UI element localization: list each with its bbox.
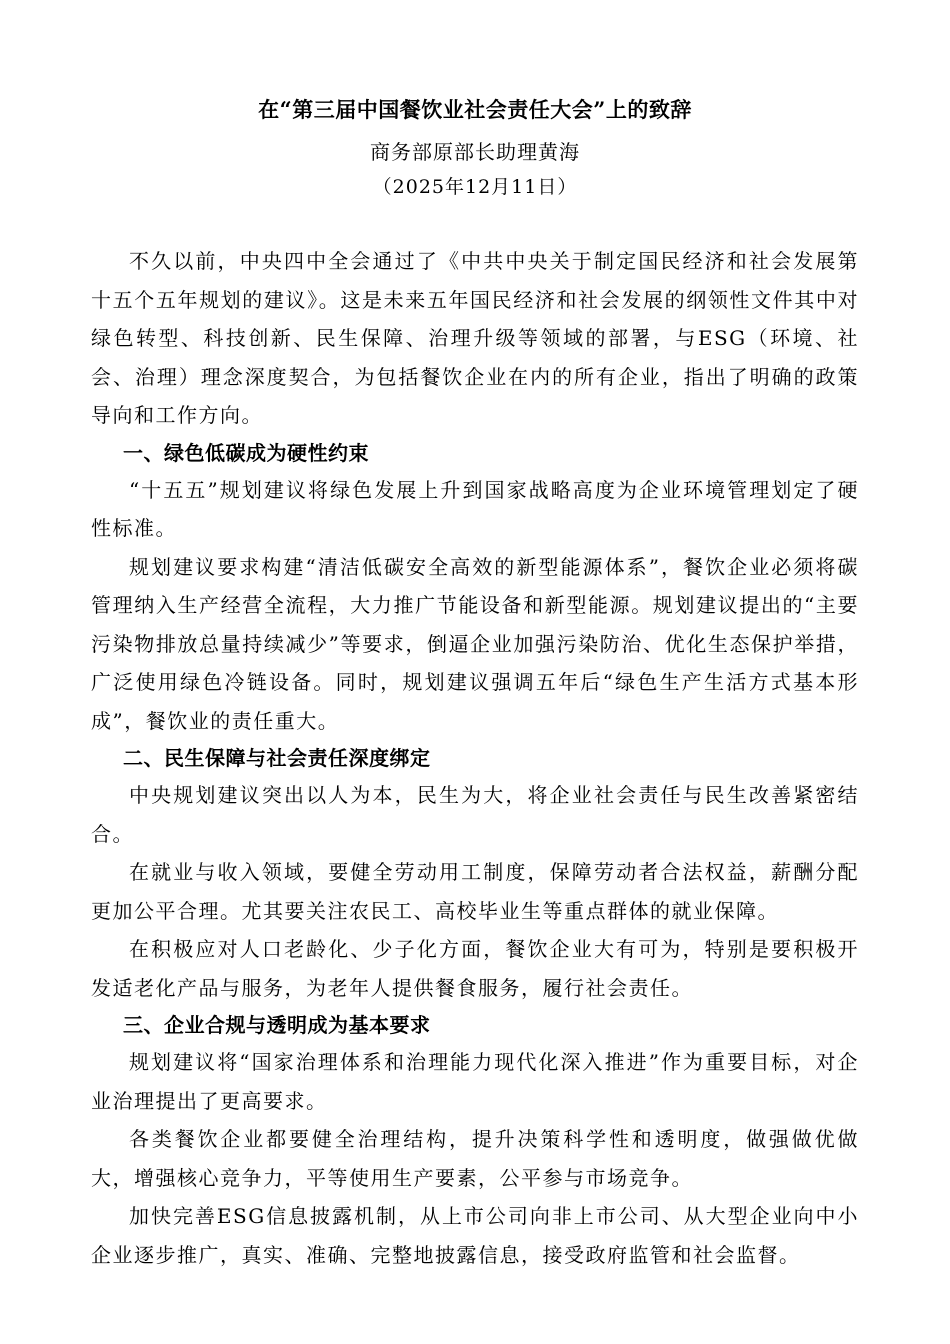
speech-body <box>91 242 859 1274</box>
body-paragraph: 各类餐饮企业都要健全治理结构，提升决策科学性和透明度，做强做优做大，增强核心竞争力，平等使用生产要素，公平参与市场竞争。 <box>91 1127 859 1190</box>
body-paragraph: 中央规划建议突出以人为本，民生为大，将企业社会责任与民生改善紧密结合。 <box>91 783 859 846</box>
body-paragraph: 规划建议将“国家治理体系和治理能力现代化深入推进”作为重要目标，对企业治理提出了更高要求。 <box>91 1050 859 1113</box>
body-paragraph: “十五五”规划建议将绿色发展上升到国家战略高度为企业环境管理划定了硬性标准。 <box>91 477 859 540</box>
body-paragraph: 在就业与收入领域，要健全劳动用工制度，保障劳动者合法权益，薪酬分配更加公平合理。尤其要关注农民工、高校毕业生等重点群体的就业保障。 <box>91 860 859 923</box>
intro-paragraph: 不久以前，中央四中全会通过了《中共中央关于制定国民经济和社会发展第十五个五年规划的建议》。这是未来五年国民经济和社会发展的纲领性文件其中对绿色转型、科技创新、民生保障、治理升级等领域的部署，与ESG（环境、社会、治理）理念深度契合，为包括餐饮企业在内的所有企业，指出了明确的政策导向和工作方向。 <box>91 249 859 427</box>
section-heading: 三、企业合规与透明成为基本要求 <box>123 1013 431 1037</box>
body-paragraph: 在积极应对人口老龄化、少子化方面，餐饮企业大有可为，特别是要积极开发适老化产品与服务，为老年人提供餐食服务，履行社会责任。 <box>91 937 859 1000</box>
speech-date: （2025年12月11日） <box>372 176 578 198</box>
document-title: 在“第三届中国餐饮业社会责任大会”上的致辞 <box>258 97 692 122</box>
body-paragraph: 加快完善ESG信息披露机制，从上市公司向非上市公司、从大型企业向中小企业逐步推广，真实、准确、完整地披露信息，接受政府监管和社会监督。 <box>91 1204 859 1267</box>
section-heading: 一、绿色低碳成为硬性约束 <box>123 440 369 465</box>
section-heading: 二、民生保障与社会责任深度绑定 <box>123 746 431 770</box>
speaker-line: 商务部原部长助理黄海 <box>370 140 580 164</box>
body-paragraph: 规划建议要求构建“清洁低碳安全高效的新型能源体系”，餐饮企业必须将碳管理纳入生产经营全流程，大力推广节能设备和新型能源。规划建议提出的“主要污染物排放总量持续减少”等要求，倒逼企业加强污染防治、优化生态保护举措，广泛使用绿色冷链设备。同时，规划建议强调五年后“绿色生产生活方式基本形成”，餐饮业的责任重大。 <box>91 554 859 733</box>
